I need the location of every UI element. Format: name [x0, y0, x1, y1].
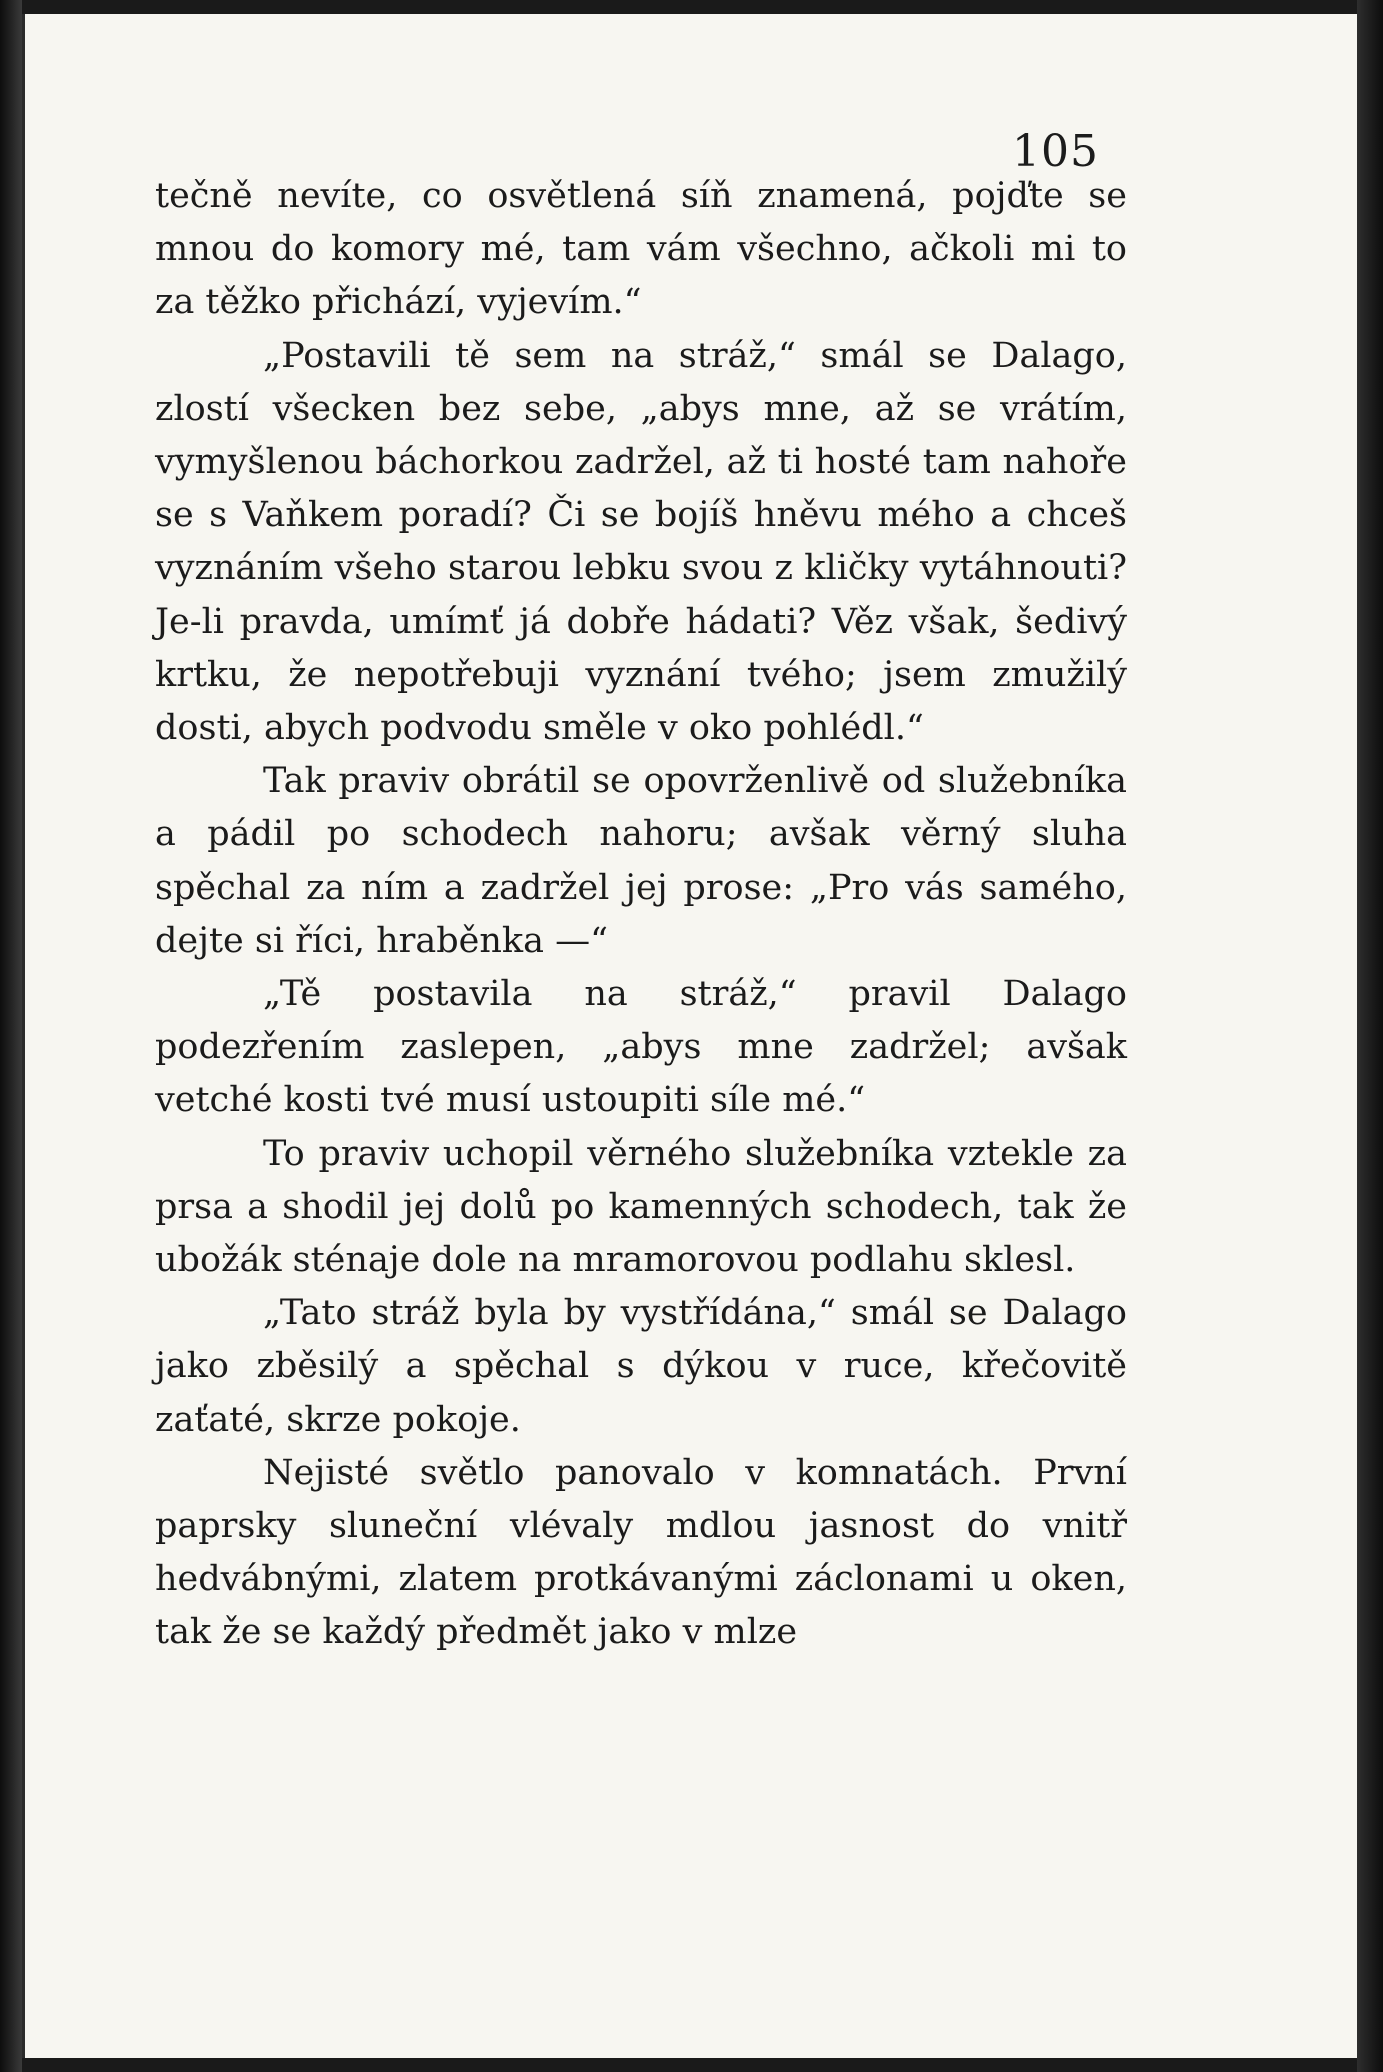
scan-edge-right	[1357, 0, 1383, 2072]
paragraph: tečně nevíte, co osvětlená síň znamená, pojďte se mnou do komory mé, tam vám všechno, ačkoli mi to za těžko přichází, vyjevím.“	[155, 176, 1127, 323]
scan-edge-left	[0, 0, 22, 2072]
paragraph: To praviv uchopil věrného služebníka vztekle za prsa a shodil jej dolů po kamenných schodech, tak že ubožák sténaje dole na mramorovou podlahu sklesl.	[155, 1133, 1127, 1281]
paragraph: Tak praviv obrátil se opovrženlivě od služebníka a pádil po schodech nahoru; avšak věrný sluha spěchal za ním a zadržel jej prose: „Pro vás samého, dejte si říci, hraběnka —“	[155, 761, 1127, 961]
paragraph: „Tě postavila na stráž,“ pravil Dalago podezřením zaslepen, „abys mne zadržel; avšak vetché kosti tvé musí ustoupiti síle mé.“	[155, 974, 1127, 1121]
paragraph: Nejisté světlo panovalo v komnatách. První paprsky sluneční vlévaly mdlou jasnost do vnitř hedvábnými, zlatem protkávanými záclonami u oken, tak že se každý předmět jako v mlze	[155, 1452, 1127, 1653]
page-number: 105	[1012, 126, 1099, 177]
paragraph: „Postavili tě sem na stráž,“ smál se Dalago, zlostí všecken bez sebe, „abys mne, až se vrátím, vymyšlenou báchorkou zadržel, až ti hosté tam nahoře se s Vaňkem poradí? Či se bojíš hněvu mého a chceš vyznáním všeho starou lebku svou z kličky vytáhnouti? Je-li pravda, umímť já dobře hádati? Věz však, šedivý krtku, že nepotřebuji vyznání tvého; jsem zmužilý dosti, abych podvodu směle v oko pohlédl.“	[155, 335, 1127, 749]
paragraph: „Tato stráž byla by vystřídána,“ smál se Dalago jako zběsilý a spěchal s dýkou v ruce, křečovitě zaťaté, skrze pokoje.	[155, 1293, 1127, 1440]
body-text	[155, 170, 1127, 1660]
